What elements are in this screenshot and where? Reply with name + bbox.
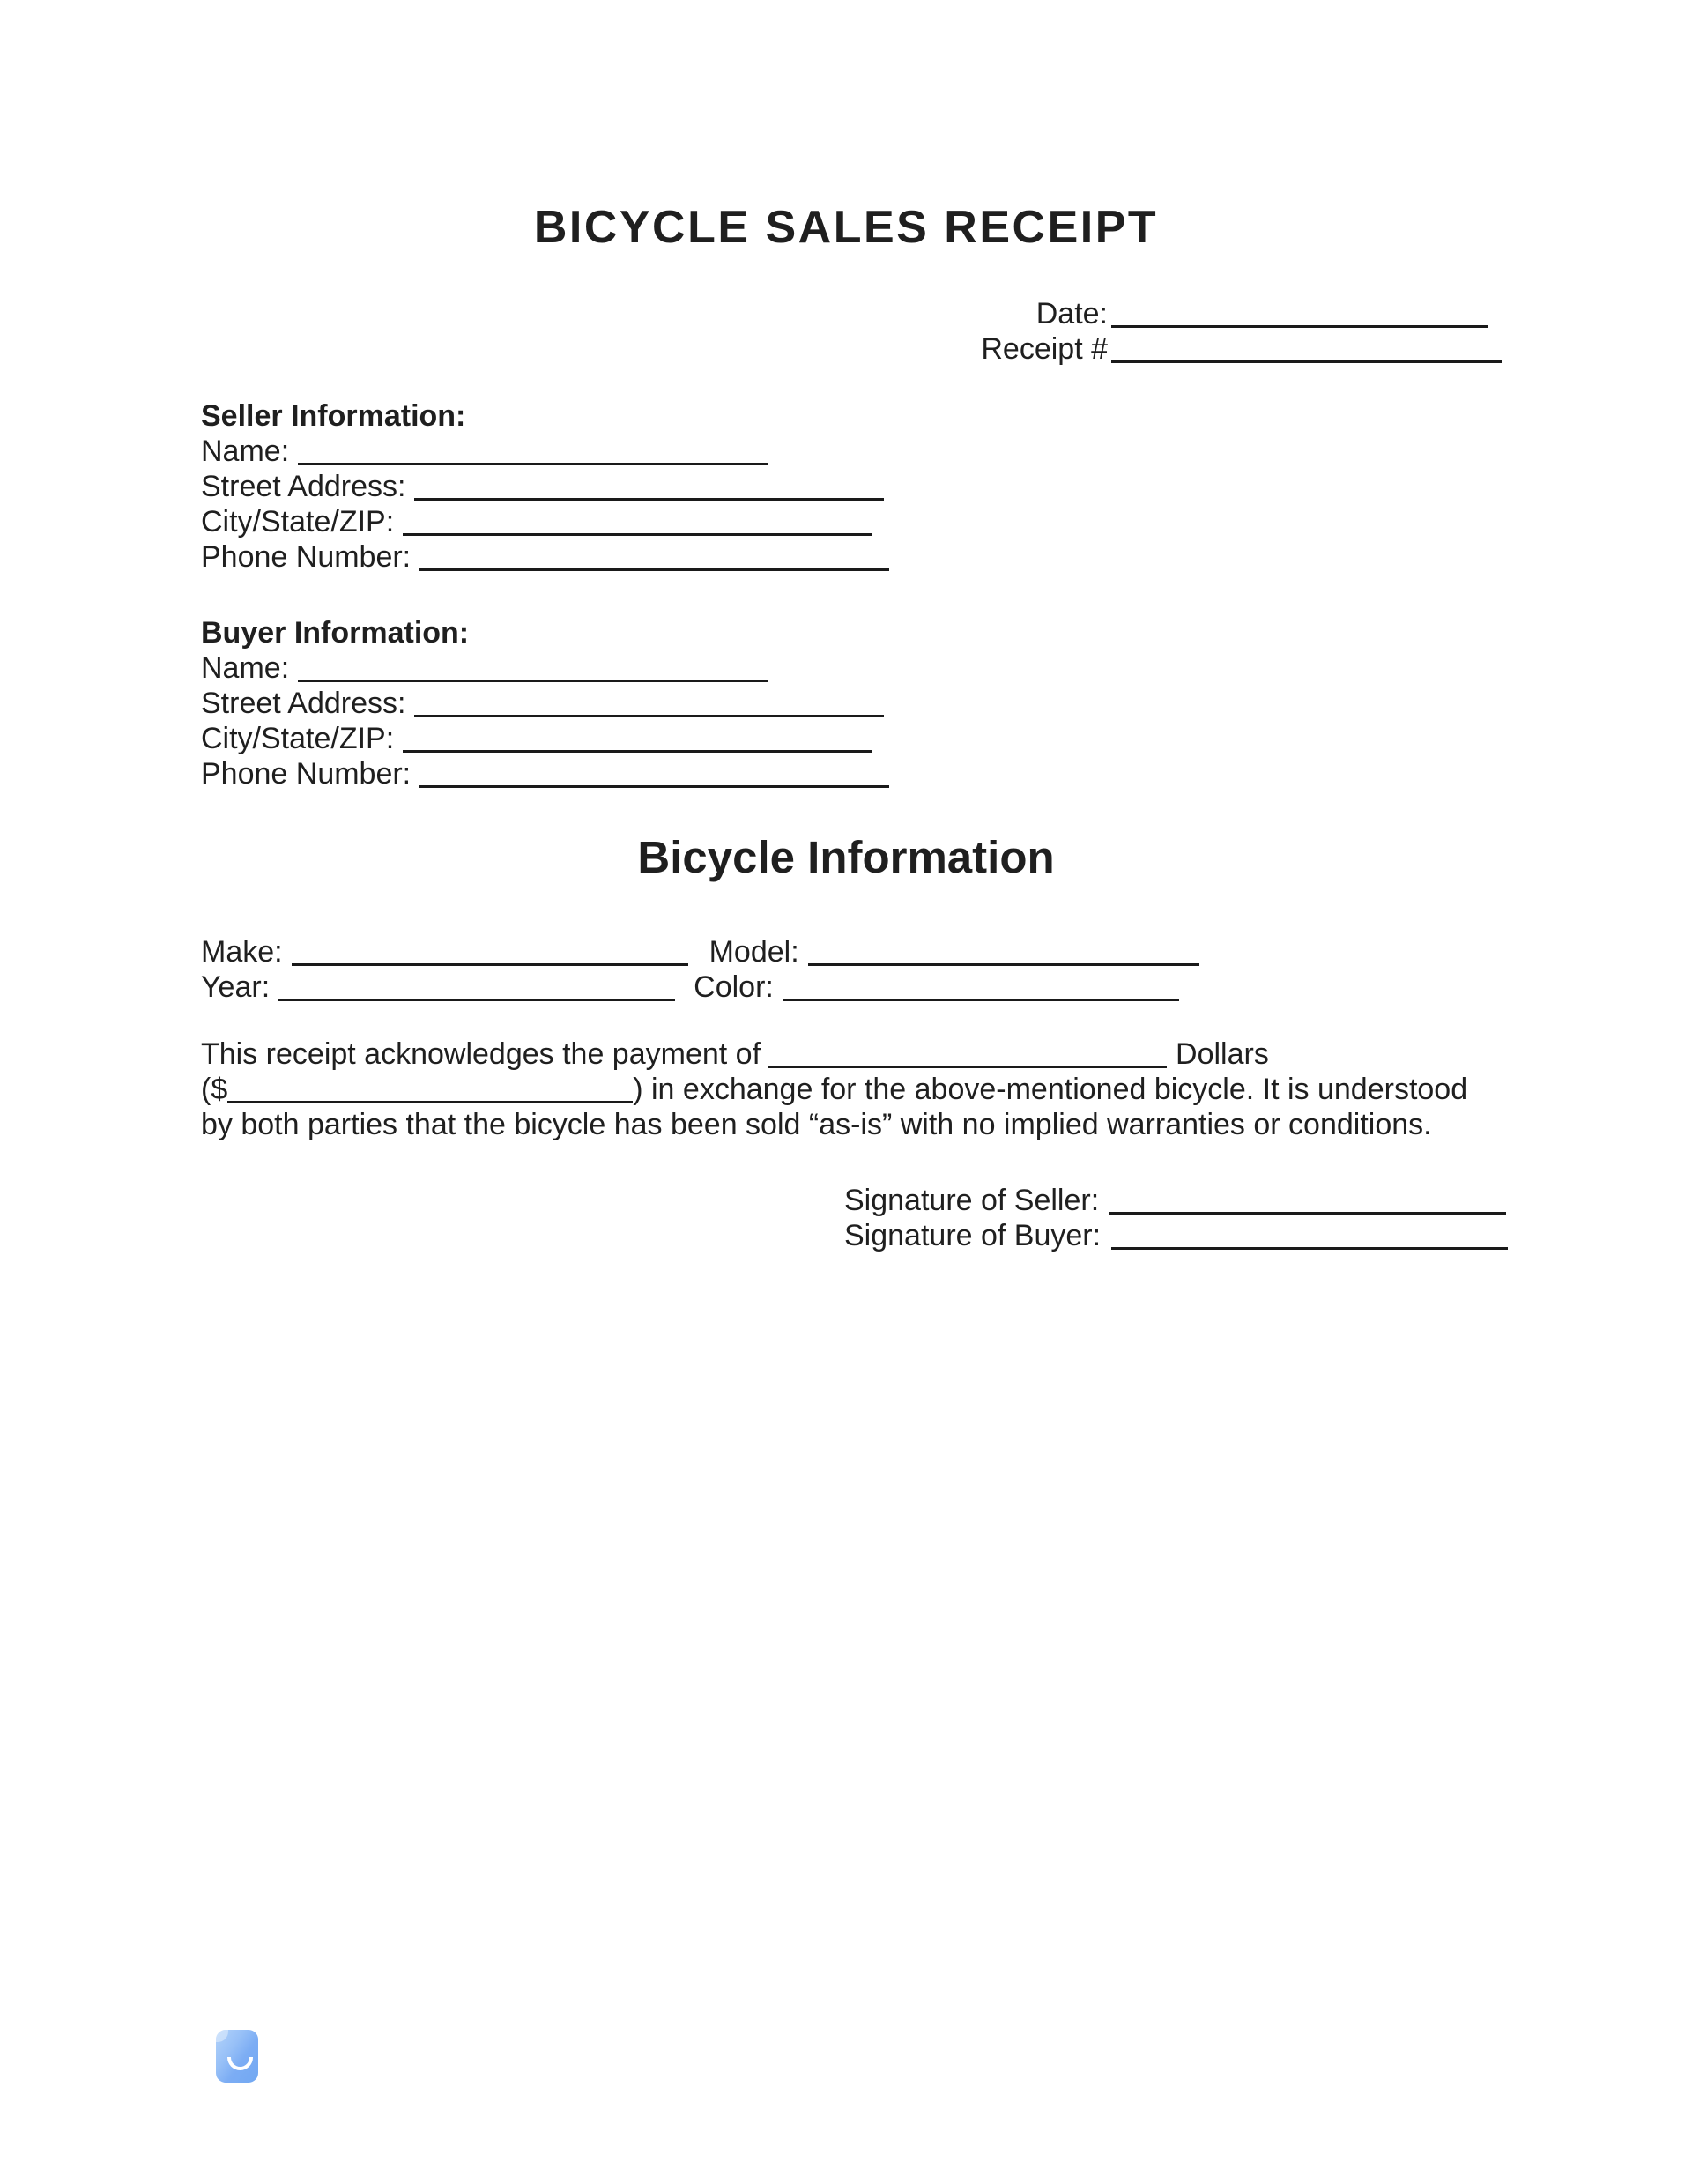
buyer-phone-blank-line[interactable] bbox=[419, 764, 889, 788]
amount-words-blank-line[interactable] bbox=[768, 1044, 1167, 1068]
make-blank-line[interactable] bbox=[292, 942, 688, 966]
seller-name-blank-line[interactable] bbox=[298, 442, 768, 465]
seller-street-row bbox=[201, 469, 889, 504]
seller-signature-row bbox=[844, 1183, 1508, 1218]
model-blank-line[interactable] bbox=[808, 942, 1199, 966]
seller-phone-label: Phone Number: bbox=[201, 540, 412, 574]
header-fields bbox=[951, 296, 1502, 367]
seller-street-label: Street Address: bbox=[201, 470, 406, 503]
eforms-logo-icon bbox=[216, 2030, 258, 2083]
buyer-street-blank-line[interactable] bbox=[414, 694, 884, 717]
clause-line-3: by both parties that the bicycle has been sold “as-is” with no implied warranties or conditions. bbox=[201, 1108, 1432, 1141]
buyer-citystatezip-blank-line[interactable] bbox=[403, 729, 872, 753]
buyer-name-blank-line[interactable] bbox=[298, 658, 768, 682]
year-blank-line[interactable] bbox=[278, 977, 675, 1001]
smile-icon bbox=[227, 2057, 253, 2070]
buyer-signature-label: Signature of Buyer: bbox=[844, 1219, 1102, 1252]
seller-citystatezip-label: City/State/ZIP: bbox=[201, 505, 395, 539]
buyer-section-heading: Buyer Information: bbox=[201, 616, 470, 650]
seller-section-heading: Seller Information: bbox=[201, 399, 466, 433]
date-label: Date: bbox=[1035, 297, 1108, 331]
buyer-street-label: Street Address: bbox=[201, 687, 406, 720]
seller-signature-label: Signature of Seller: bbox=[844, 1184, 1100, 1217]
bicycle-fields bbox=[201, 934, 1199, 1005]
bicycle-section-heading: Bicycle Information bbox=[637, 832, 1055, 882]
buyer-signature-row bbox=[844, 1218, 1508, 1253]
year-label: Year: bbox=[201, 970, 271, 1004]
payment-clause bbox=[201, 1036, 1558, 1142]
buyer-section bbox=[201, 615, 889, 791]
amount-numeric-blank-line[interactable] bbox=[227, 1080, 633, 1103]
buyer-citystatezip-row bbox=[201, 721, 889, 756]
clause-line-2 bbox=[201, 1072, 1558, 1107]
seller-signature-blank-line[interactable] bbox=[1109, 1191, 1506, 1215]
buyer-citystatezip-label: City/State/ZIP: bbox=[201, 722, 395, 755]
clause-line1-text: This receipt acknowledges the payment of bbox=[201, 1037, 761, 1071]
page-title: BICYCLE SALES RECEIPT bbox=[533, 202, 1159, 253]
signature-section bbox=[844, 1183, 1508, 1253]
seller-section bbox=[201, 398, 889, 575]
buyer-street-row bbox=[201, 686, 889, 721]
buyer-name-label: Name: bbox=[201, 651, 290, 685]
model-label: Model: bbox=[709, 935, 799, 969]
buyer-phone-label: Phone Number: bbox=[201, 757, 412, 791]
buyer-name-row bbox=[201, 650, 889, 686]
seller-citystatezip-blank-line[interactable] bbox=[403, 512, 872, 536]
date-blank-line[interactable] bbox=[1111, 304, 1488, 328]
seller-name-label: Name: bbox=[201, 435, 290, 468]
buyer-signature-blank-line[interactable] bbox=[1111, 1226, 1508, 1250]
seller-phone-row bbox=[201, 539, 889, 575]
seller-name-row bbox=[201, 434, 889, 469]
date-row bbox=[951, 296, 1502, 331]
color-label: Color: bbox=[694, 970, 774, 1004]
make-label: Make: bbox=[201, 935, 283, 969]
receipt-number-label: Receipt # bbox=[981, 332, 1108, 366]
seller-street-blank-line[interactable] bbox=[414, 477, 884, 501]
receipt-number-row bbox=[951, 331, 1502, 367]
seller-citystatezip-row bbox=[201, 504, 889, 539]
receipt-number-blank-line[interactable] bbox=[1111, 339, 1502, 363]
seller-phone-blank-line[interactable] bbox=[419, 547, 889, 571]
year-color-row bbox=[201, 969, 1199, 1005]
color-blank-line[interactable] bbox=[783, 977, 1179, 1001]
buyer-phone-row bbox=[201, 756, 889, 791]
clause-line2-text: ) in exchange for the above-mentioned bicycle. It is understood bbox=[633, 1073, 1468, 1106]
amount-open-paren: ($ bbox=[201, 1073, 228, 1106]
make-model-row bbox=[201, 934, 1199, 969]
dollars-label: Dollars bbox=[1176, 1037, 1269, 1071]
clause-line-1 bbox=[201, 1036, 1558, 1072]
